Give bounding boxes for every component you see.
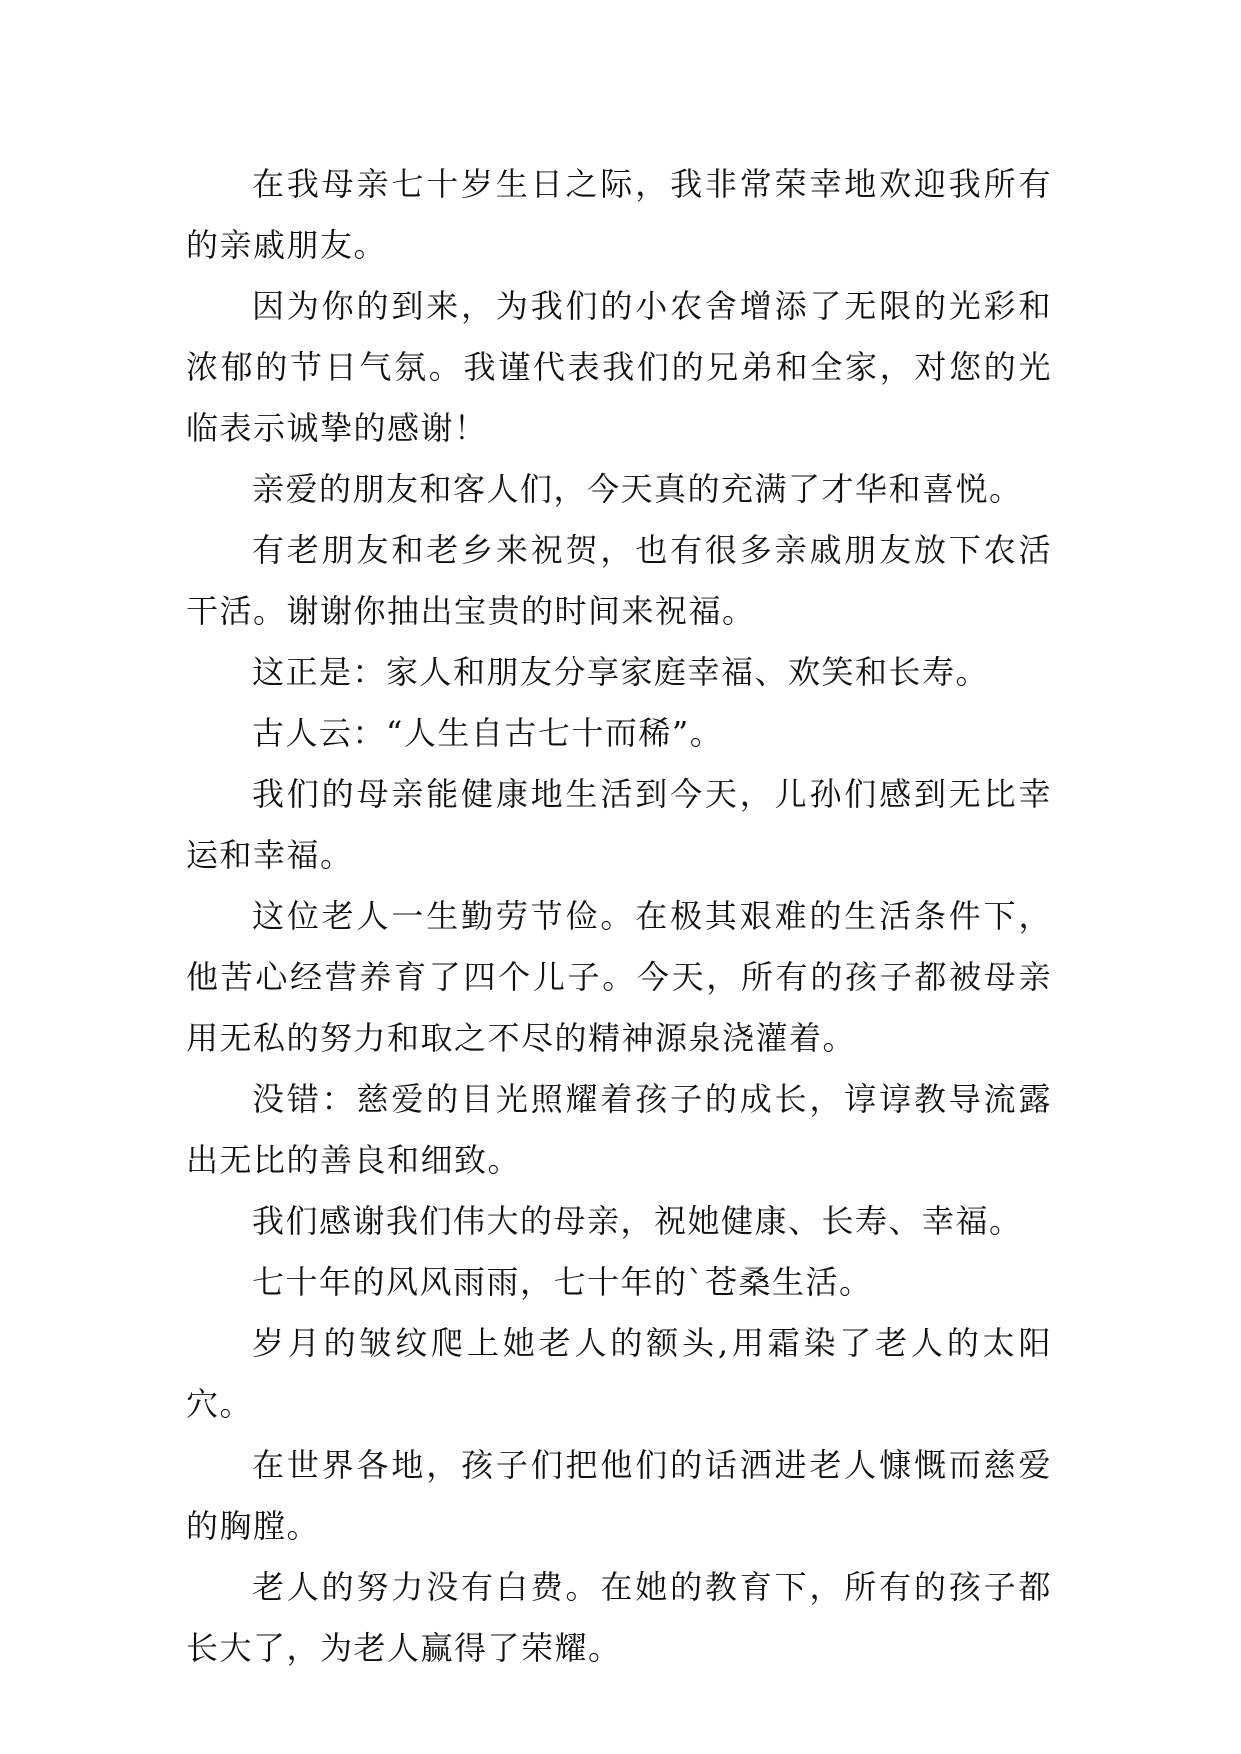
paragraph: 我们的母亲能健康地生活到今天，儿孙们感到无比幸运和幸福。	[186, 775, 1052, 874]
paragraph: 岁月的皱纹爬上她老人的额头,用霜染了老人的太阳穴。	[186, 1324, 1052, 1423]
paragraph: 老人的努力没有白费。在她的教育下，所有的孩子都长大了，为老人赢得了荣耀。	[186, 1568, 1052, 1667]
document-body	[186, 154, 1052, 1679]
paragraph: 在我母亲七十岁生日之际，我非常荣幸地欢迎我所有的亲戚朋友。	[186, 165, 1052, 264]
paragraph: 因为你的到来，为我们的小农舍增添了无限的光彩和浓郁的节日气氛。我谨代表我们的兄弟和全家，对您的光临表示诚挚的感谢！	[186, 287, 1052, 447]
paragraph: 在世界各地，孩子们把他们的话洒进老人慷慨而慈爱的胸膛。	[186, 1446, 1052, 1545]
paragraph: 我们感谢我们伟大的母亲，祝她健康、长寿、幸福。	[252, 1202, 1023, 1240]
paragraph: 亲爱的朋友和客人们，今天真的充满了才华和喜悦。	[252, 470, 1023, 508]
paragraph: 古人云：“人生自古七十而稀”。	[252, 714, 724, 752]
paragraph: 七十年的风风雨雨，七十年的`苍桑生活。	[252, 1263, 873, 1301]
paragraph: 有老朋友和老乡来祝贺，也有很多亲戚朋友放下农活干活。谢谢你抽出宝贵的时间来祝福。	[186, 531, 1052, 630]
paragraph: 这位老人一生勤劳节俭。在极其艰难的生活条件下，他苦心经营养育了四个儿子。今天，所有的孩子都被母亲用无私的努力和取之不尽的精神源泉浇灌着。	[186, 897, 1052, 1057]
paragraph: 这正是：家人和朋友分享家庭幸福、欢笑和长寿。	[252, 653, 990, 691]
paragraph: 没错：慈爱的目光照耀着孩子的成长，谆谆教导流露出无比的善良和细致。	[186, 1080, 1052, 1179]
